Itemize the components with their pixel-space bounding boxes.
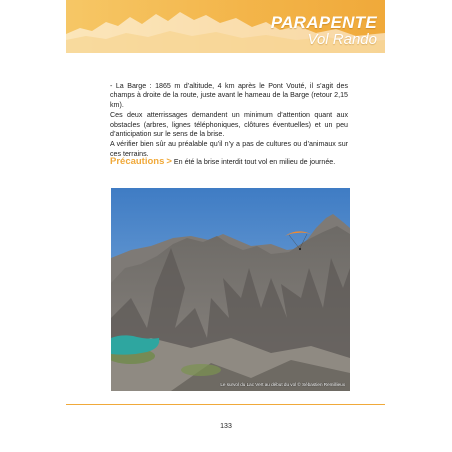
chapter-subtitle: Vol Rando (307, 31, 377, 48)
precautions-note (110, 156, 355, 167)
body-text (110, 82, 348, 160)
paragraph: A vérifier bien sûr au préalable qu’il n’y a pas de cultures ou d’animaux sur ces terrains. (110, 140, 348, 158)
footer-divider (66, 404, 385, 405)
paragraph: - La Barge : 1865 m d’altitude, 4 km après le Pont Vouté, il s’agit des champs à droite de la route, juste avant le hameau de la Barge (retour 2,15 km). (110, 82, 348, 109)
chapter-header (66, 0, 385, 53)
page-number: 133 (220, 423, 232, 430)
mountain-landscape-illustration (111, 188, 350, 391)
chapter-title: PARAPENTE (270, 13, 377, 32)
precautions-text: En été la brise interdit tout vol en milieu de journée. (173, 158, 336, 166)
paragraph: Ces deux atterrissages demandent un minimum d’attention quant aux obstacles (arbres, lignes téléphoniques, clôtures éventuelles) et un peu d’anticipation sur le sens de la brise. (110, 111, 348, 139)
mountain-photo (111, 188, 350, 391)
photo-caption: Le survol du Lac Vert au début du vol © Sébastien Remillieux (220, 382, 345, 387)
precautions-label: Précautions (110, 156, 165, 167)
chevron-right-icon: > (166, 156, 172, 167)
